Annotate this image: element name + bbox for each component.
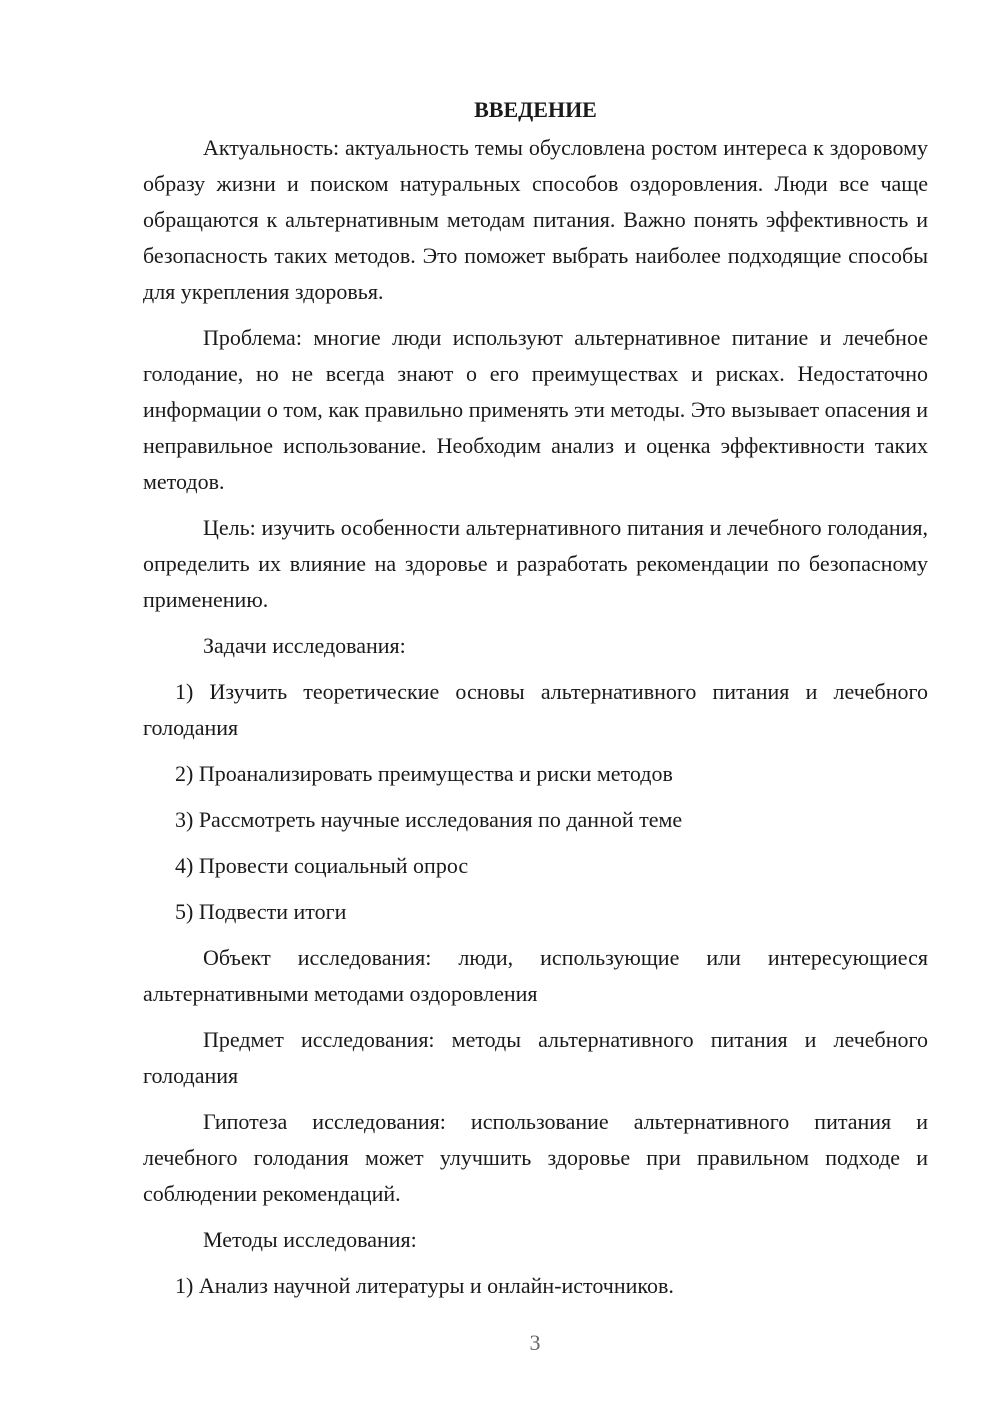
task-item-5: 5) Подвести итоги — [175, 899, 347, 924]
document-page — [143, 92, 928, 1314]
task-item-1: 1) Изучить теоретические основы альтернативного питания и лечебного голодания — [143, 679, 928, 740]
page-number: 3 — [529, 1330, 541, 1355]
problem-paragraph: Проблема: многие люди используют альтернативное питание и лечебное голодание, но не всегда знают о его преимуществах и рисках. Недостаточно информации о том, как правильно применять эти методы. Это вызывает опасения и неправильное использование. Необходим анализ и оценка эффективности таких методов. — [143, 325, 928, 494]
section-title: ВВЕДЕНИЕ — [474, 97, 597, 122]
task-item-4: 4) Провести социальный опрос — [175, 853, 469, 878]
object-paragraph: Объект исследования: люди, использующие или интересующиеся альтернативными методами оздоровления — [143, 945, 928, 1006]
relevance-paragraph: Актуальность: актуальность темы обусловлена ростом интереса к здоровому образу жизни и поиском натуральных способов оздоровления. Люди все чаще обращаются к альтернативным методам питания. Важно понять эффективность и безопасность таких методов. Это поможет выбрать наиболее подходящие способы для укрепления здоровья. — [143, 135, 928, 304]
method-item-1: 1) Анализ научной литературы и онлайн-источников. — [175, 1273, 674, 1298]
hypothesis-paragraph: Гипотеза исследования: использование альтернативного питания и лечебного голодания может улучшить здоровье при правильном подходе и соблюдении рекомендаций. — [143, 1109, 928, 1206]
methods-heading: Методы исследования: — [203, 1227, 417, 1252]
task-item-2: 2) Проанализировать преимущества и риски методов — [175, 761, 673, 786]
task-item-3: 3) Рассмотреть научные исследования по данной теме — [175, 807, 683, 832]
subject-paragraph: Предмет исследования: методы альтернативного питания и лечебного голодания — [143, 1027, 928, 1088]
tasks-heading: Задачи исследования: — [203, 633, 406, 658]
goal-paragraph: Цель: изучить особенности альтернативного питания и лечебного голодания, определить их влияние на здоровье и разработать рекомендации по безопасному применению. — [143, 515, 928, 612]
